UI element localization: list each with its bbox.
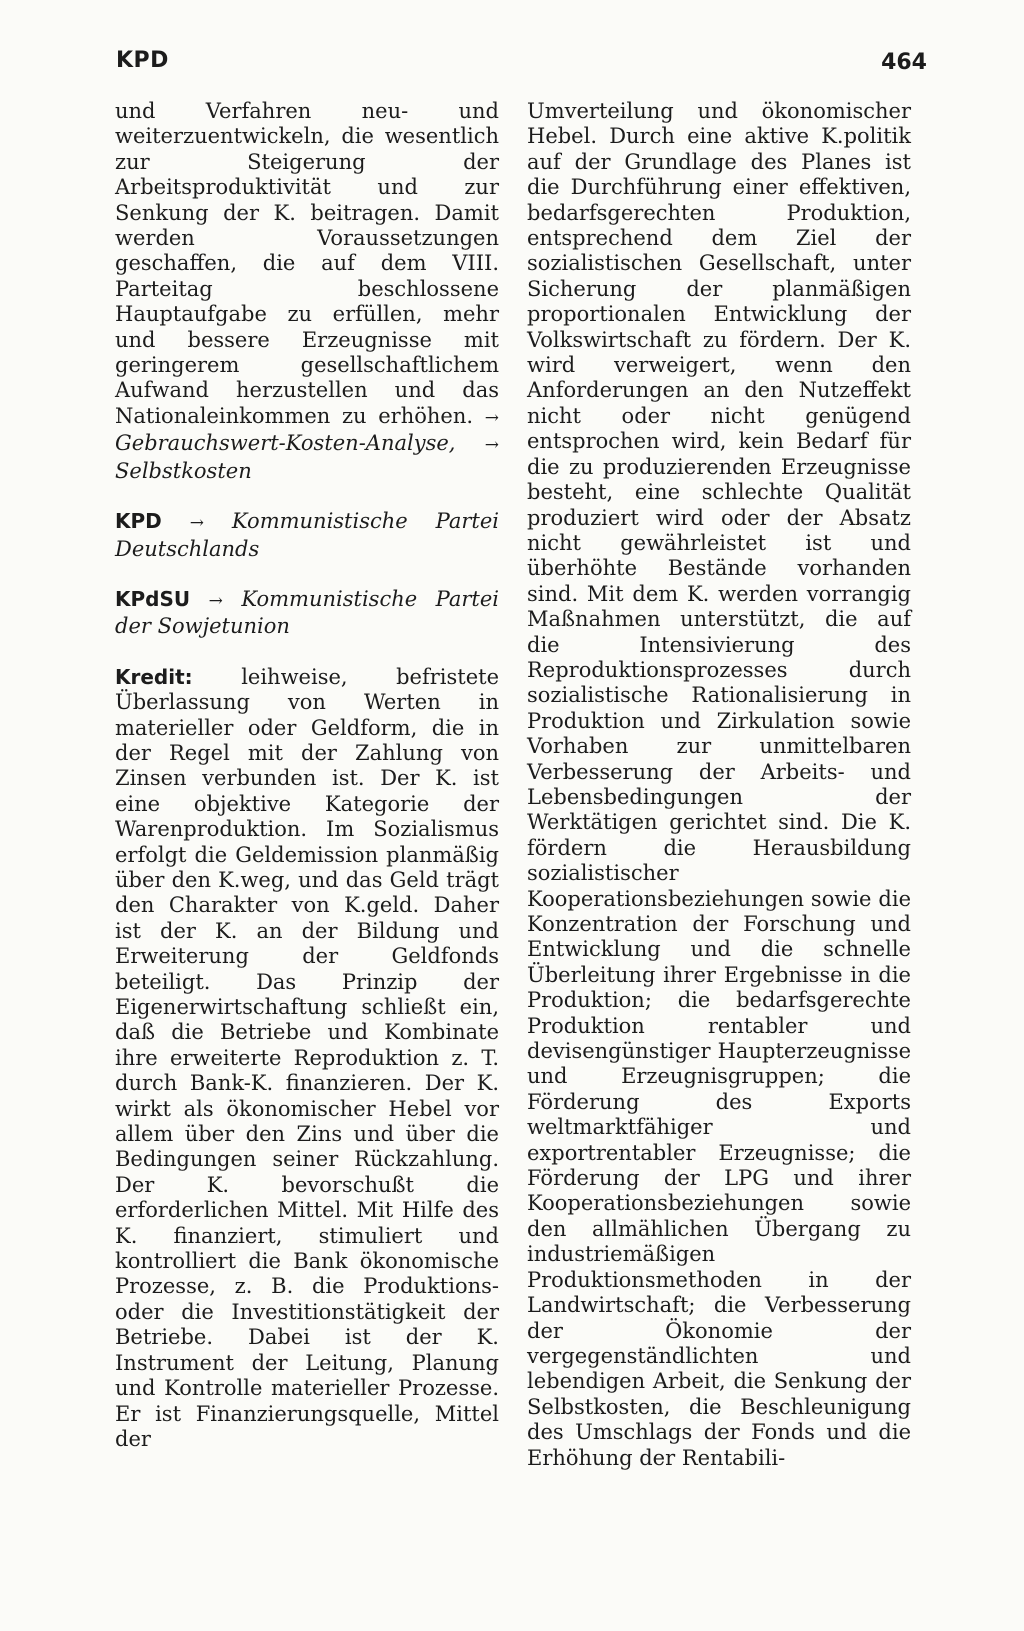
cross-reference-link[interactable]: Gebrauchswert-Kosten-Analyse,: [115, 431, 456, 456]
cross-reference-link[interactable]: Selbstkosten: [115, 458, 252, 483]
continuation-paragraph: [115, 99, 499, 484]
entry-kpdsu: [115, 587, 499, 640]
left-column: [115, 99, 499, 1452]
entry-separator: [115, 562, 499, 587]
cross-reference-arrow-icon: →: [189, 513, 204, 534]
right-column: [527, 99, 911, 1471]
cross-reference-link[interactable]: Kommunistische Partei Deutschlands: [115, 509, 499, 561]
entry-separator: [115, 484, 499, 509]
entry-kredit-continuation: Umverteilung und ökonomischer Hebel. Durch eine aktive K.politik auf der Grundlage des Planes ist die Durchführung einer effektiven, bedarfsgerechten Produktion, entsprechend dem Ziel der sozialistischen Gesellschaft, unter Sicherung der planmäßigen proportionalen Entwicklung der Volkswirtschaft zu fördern. Der K. wird verweigert, wenn den Anforderungen an den Nutzeffekt nicht oder nicht genügend entsprochen wird, kein Bedarf für die zu produzierenden Erzeugnisse besteht, eine schlechte Qualität produziert wird oder der Absatz nicht gewährleistet ist und überhöhte Bestände vorhanden sind. Mit dem K. werden vorrangig Maßnahmen unterstützt, die auf die Intensivierung des Reproduktionsprozesses durch sozialistische Rationalisierung in Produktion und Zirkulation sowie Vorhaben zur unmittelbaren Verbesserung der Arbeits- und Lebensbedingungen der Werktätigen gerichtet sind. Die K. fördern die Herausbildung sozialistischer Kooperationsbeziehungen sowie die Konzentration der Forschung und Entwicklung und die schnelle Überleitung ihrer Ergebnisse in die Produktion; die bedarfsgerechte Produktion rentabler und devisengünstiger Haupterzeugnisse und Erzeugnisgruppen; die Förderung des Exports weltmarktfähiger und exportrentabler Erzeugnisse; die Förderung der LPG und ihrer Kooperationsbeziehungen sowie den allmählichen Übergang zu industriemäßigen Produktionsmethoden in der Landwirtschaft; die Verbesserung der Ökonomie der vergegenständlichten und lebendigen Arbeit, die Senkung der Selbstkosten, die Beschleunigung des Umschlags der Fonds und die Erhöhung der Rentabili-: [527, 99, 911, 1470]
cross-reference-link[interactable]: Kommunistische Partei der Sowjetunion: [115, 586, 499, 639]
running-head: KPD: [116, 48, 169, 73]
entry-keyword: KPdSU: [115, 586, 191, 611]
continuation-text: und Verfahren neu- und weiterzuentwickeln, die wesentlich zur Steigerung der Arbeitsproduktivität und zur Senkung der K. beitragen. Damit werden Voraussetzungen geschaffen, die auf dem VIII. Parteitag beschlossene Hauptaufgabe zu erfüllen, mehr und bessere Erzeugnisse mit geringerem gesellschaftlichem Aufwand herzustellen und das Nationaleinkommen zu erhöhen.: [115, 99, 499, 428]
cross-reference-arrow-icon: →: [484, 407, 499, 428]
cross-reference-arrow-icon: →: [484, 435, 499, 456]
cross-reference-arrow-icon: →: [208, 590, 223, 611]
entry-kpd: [115, 509, 499, 562]
page-number: 464: [881, 50, 927, 75]
entry-kredit: [115, 665, 499, 1453]
entry-separator: [115, 640, 499, 665]
entry-keyword: KPD: [115, 509, 162, 534]
entry-keyword: Kredit:: [115, 664, 193, 689]
entry-definition: leihweise, befristete Überlassung von Werten in materieller oder Geldform, die in der Regel mit der Zahlung von Zinsen verbunden ist. Der K. ist eine objektive Kategorie der Warenproduktion. Im Sozialismus erfolgt die Geldemission planmäßig über den K.weg, und das Geld trägt den Charakter von K.geld. Daher ist der K. an der Bildung und Erweiterung der Geldfonds beteiligt. Das Prinzip der Eigenerwirtschaftung schließt ein, daß die Betriebe und Kombinate ihre erweiterte Reproduktion z. T. durch Bank-K. finanzieren. Der K. wirkt als ökonomischer Hebel vor allem über den Zins und über die Bedingungen seiner Rückzahlung. Der K. bevorschußt die erforderlichen Mittel. Mit Hilfe des K. finanziert, stimuliert und kontrolliert die Bank ökonomische Prozesse, z. B. die Produktions- oder die Investitionstätigkeit der Betriebe. Dabei ist der K. Instrument der Leitung, Planung und Kontrolle materieller Prozesse. Er ist Finanzierungsquelle, Mittel der: [115, 664, 499, 1451]
